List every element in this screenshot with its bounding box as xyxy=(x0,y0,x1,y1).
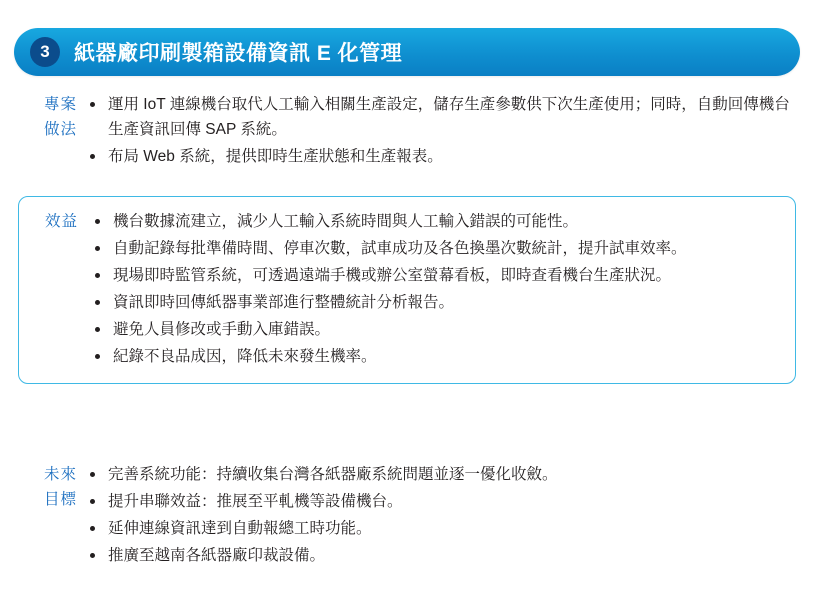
section-approach-label: 專案 做法 xyxy=(44,96,78,138)
list-item: 避免人員修改或手動入庫錯誤。 xyxy=(93,317,795,342)
page-title: 紙器廠印刷製箱設備資訊 E 化管理 xyxy=(74,42,403,65)
list-item: 運用 IoT 連線機台取代人工輸入相關生產設定，儲存生產參數供下次生產使用；同時，自動回傳機台生產資訊回傳 SAP 系統。 xyxy=(88,92,800,142)
section-future-goal xyxy=(14,462,800,570)
list-item: 機台數據流建立，減少人工輸入系統時間與人工輸入錯誤的可能性。 xyxy=(93,209,795,234)
benefit-bullet-list xyxy=(93,209,795,369)
list-item: 完善系統功能：持續收集台灣各紙器廠系統問題並逐一優化收斂。 xyxy=(88,462,800,487)
list-item: 布局 Web 系統，提供即時生產狀態和生產報表。 xyxy=(88,144,800,169)
section-benefit-body xyxy=(93,209,795,371)
list-item: 延伸連線資訊達到自動報總工時功能。 xyxy=(88,516,800,541)
section-future-goal-label: 未來 目標 xyxy=(44,466,78,508)
section-benefit-label: 效益 xyxy=(45,213,79,230)
approach-bullet-list xyxy=(88,92,800,169)
list-item: 紀錄不良品成因，降低未來發生機率。 xyxy=(93,344,795,369)
section-number-badge: 3 xyxy=(30,37,60,67)
future-goal-bullet-list xyxy=(88,462,800,568)
list-item: 提升串聯效益：推展至平軋機等設備機台。 xyxy=(88,489,800,514)
list-item: 現場即時監管系統，可透過遠端手機或辦公室螢幕看板，即時查看機台生產狀況。 xyxy=(93,263,795,288)
list-item: 自動記錄每批準備時間、停車次數，試車成功及各色換墨次數統計，提升試車效率。 xyxy=(93,236,795,261)
section-benefit xyxy=(18,196,796,384)
section-future-goal-body xyxy=(88,462,800,570)
list-item: 推廣至越南各紙器廠印裁設備。 xyxy=(88,543,800,568)
section-approach xyxy=(14,92,800,171)
section-title-bar xyxy=(14,28,800,76)
list-item: 資訊即時回傳紙器事業部進行整體統計分析報告。 xyxy=(93,290,795,315)
section-approach-body xyxy=(88,92,800,171)
